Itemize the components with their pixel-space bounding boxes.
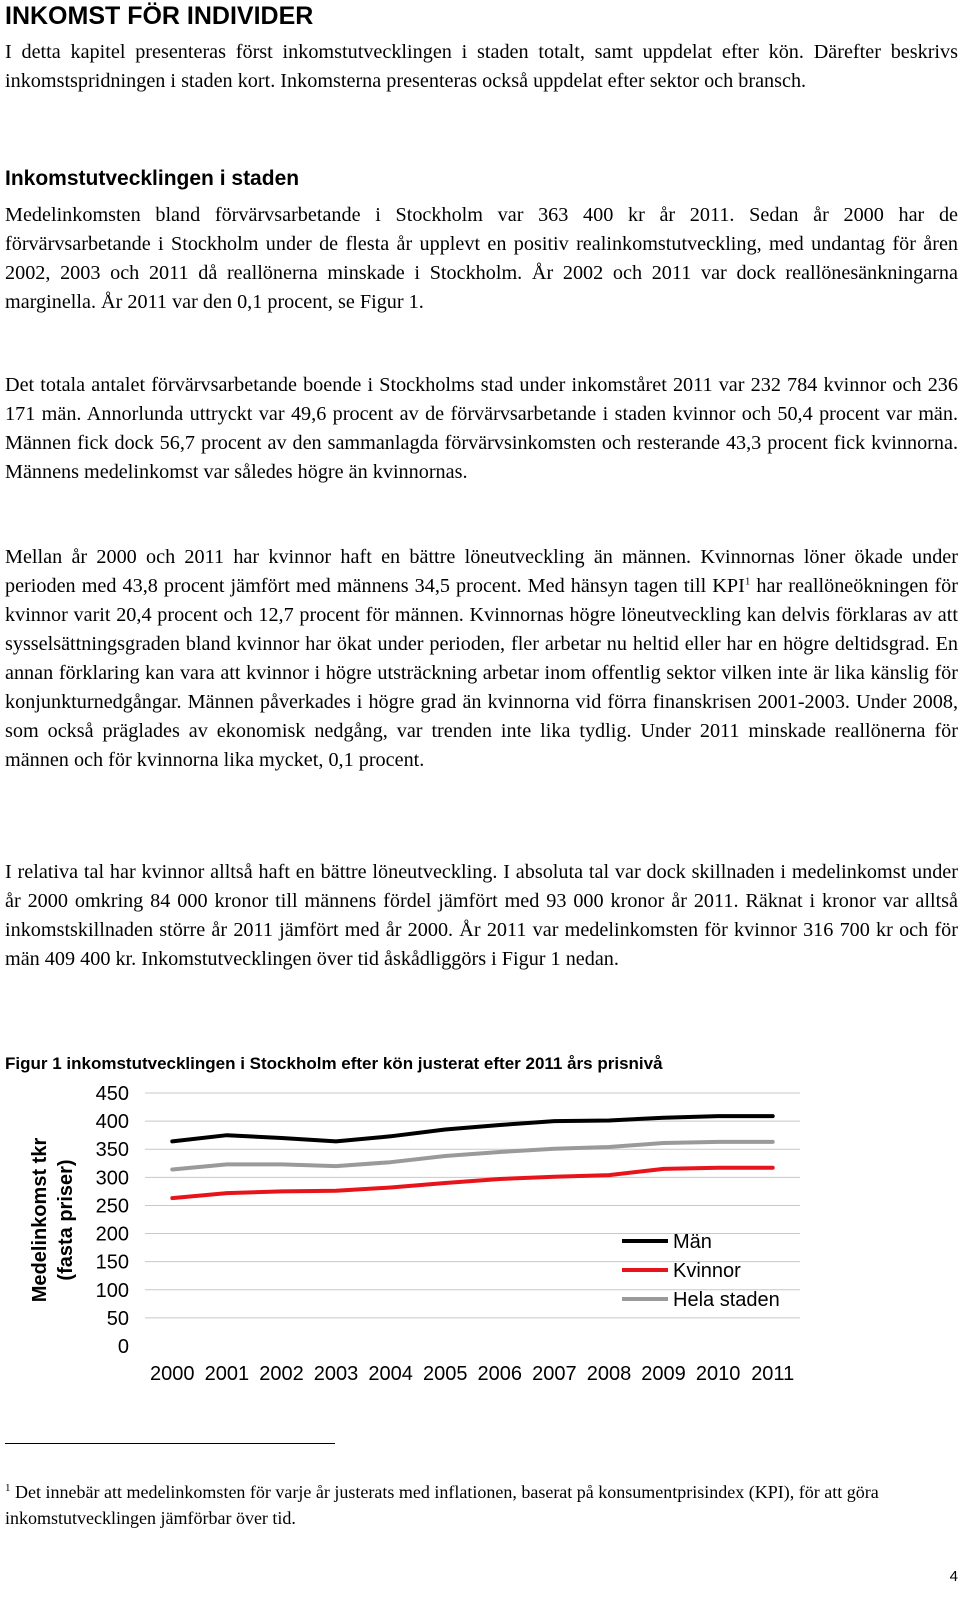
x-tick-label: 2003: [313, 1363, 359, 1385]
paragraph-3-part-b: har reallöneökningen för kvinnor varit 20,4 procent och 12,7 procent för männen. Kvinnornas högre löneutveckling kan delvis förklaras av att sysselsättningsgraden bland kvinnor har ökat under perioden, fler arbetar nu heltid eller har en högre deltidsgrad. En annan förklaring kan vara att kvinnor i högre utsträckning arbetar inom offentlig sektor vilken inte är lika känslig för konjunkturnedgångar. Männen påverkades i högre grad än kvinnorna vid förra finanskrisen 2001-2003. Under 2008, som också präglades av ekonomisk nedgång, var trenden inte lika tydlig. Under 2011 minskade reallönerna för männen och för kvinnorna lika mycket, 0,1 procent.: [5, 575, 958, 771]
series-line: [172, 1142, 772, 1170]
section-heading: Inkomstutvecklingen i staden: [5, 167, 300, 190]
page-number: 4: [949, 1568, 958, 1585]
x-tick-label: 2005: [422, 1363, 468, 1385]
paragraph-3: [5, 543, 958, 775]
figure-caption: Figur 1 inkomstutvecklingen i Stockholm efter kön justerat efter 2011 års prisnivå: [5, 1054, 663, 1073]
x-tick-label: 2007: [532, 1363, 577, 1385]
y-tick-label: 150: [95, 1251, 129, 1274]
footnote-marker: 1: [5, 1482, 11, 1494]
line-chart: [20, 1085, 820, 1425]
legend-label: Män: [673, 1231, 712, 1253]
intro-paragraph: I detta kapitel presenteras först inkomstutvecklingen i staden totalt, samt uppdelat efter kön. Därefter beskrivs inkomstspridningen i staden kort. Inkomsterna presenteras också uppdelat efter sektor och bransch.: [5, 41, 958, 92]
paragraph-1: Medelinkomsten bland förvärvsarbetande i Stockholm var 363 400 kr år 2011. Sedan år 2000 har de förvärvsarbetande i Stockholm under de flesta år upplevt en positiv realinkomstutveckling, med undantag för åren 2002, 2003 och 2011 då reallönerna minskade i Stockholm. År 2002 och 2011 var dock reallönesänkningarna marginella. År 2011 var den 0,1 procent, se Figur 1.: [5, 204, 958, 313]
series-line: [172, 1116, 772, 1141]
y-axis-ticks: [96, 1085, 129, 1358]
paragraph-3-part-a: Mellan år 2000 och 2011 har kvinnor haft en bättre löneutveckling än männen. Kvinnornas löner ökade under perioden med 43,8 procent jämfört med männens 34,5 procent. Med hänsyn tagen till KPI: [5, 546, 958, 597]
chart-legend: [622, 1231, 780, 1311]
y-axis-title-line: (fasta priser): [55, 1159, 77, 1281]
y-tick-label: 400: [95, 1111, 129, 1134]
x-axis-ticks: [150, 1363, 794, 1385]
y-tick-label: 300: [95, 1167, 129, 1190]
y-tick-label: 100: [95, 1279, 129, 1302]
y-tick-label: 450: [95, 1085, 129, 1105]
y-tick-label: 250: [95, 1195, 129, 1218]
legend-label: Hela staden: [673, 1289, 780, 1311]
x-tick-label: 2006: [477, 1363, 523, 1385]
x-tick-label: 2000: [150, 1363, 195, 1385]
x-tick-label: 2009: [641, 1363, 686, 1385]
x-tick-label: 2004: [368, 1363, 413, 1385]
y-tick-label: 200: [95, 1223, 129, 1246]
y-axis-title: [29, 1138, 77, 1303]
y-axis-label: [29, 1138, 77, 1303]
x-tick-label: 2011: [751, 1363, 795, 1385]
chapter-heading: INKOMST FÖR INDIVIDER: [5, 2, 314, 30]
footnote-reference[interactable]: 1: [744, 575, 751, 588]
x-tick-label: 2008: [586, 1363, 632, 1385]
x-tick-label: 2010: [695, 1363, 741, 1385]
x-tick-label: 2002: [259, 1363, 304, 1385]
footnote-text: Det innebär att medelinkomsten för varje år justerats med inflationen, baserat på konsumentprisindex (KPI), för att göra inkomstutvecklingen jämförbar över tid.: [5, 1482, 879, 1528]
y-tick-label: 350: [95, 1139, 129, 1162]
paragraph-2: Det totala antalet förvärvsarbetande boende i Stockholms stad under inkomståret 2011 var 232 784 kvinnor och 236 171 män. Annorlunda uttryckt var 49,6 procent av de förvärvsarbetande i staden kvinnor och 50,4 procent var män. Männen fick dock 56,7 procent av den sammanlagda förvärvsinkomsten och resterande 43,3 procent fick kvinnorna. Männens medelinkomst var således högre än kvinnornas.: [5, 374, 958, 483]
x-tick-label: 2001: [204, 1363, 250, 1385]
legend-label: Kvinnor: [673, 1260, 741, 1282]
paragraph-4: I relativa tal har kvinnor alltså haft en bättre löneutveckling. I absoluta tal var dock skillnaden i medelinkomst under år 2000 omkring 84 000 kronor till männens fördel jämfört med 93 000 kronor år 2011. Räknat i kronor var alltså inkomstskillnaden större år 2011 jämfört med år 2000. År 2011 var medelinkomsten för kvinnor 316 700 kr och för män 409 400 kr. Inkomstutvecklingen över tid åskådliggörs i Figur 1 nedan.: [5, 861, 958, 970]
y-axis-title-line: Medelinkomst tkr: [29, 1137, 51, 1303]
chart-series: [172, 1116, 772, 1198]
footnote-divider: [5, 1443, 335, 1444]
footnote: [5, 1479, 958, 1531]
y-tick-label: 0: [117, 1336, 129, 1358]
series-line: [172, 1168, 772, 1198]
y-tick-label: 50: [106, 1307, 129, 1330]
